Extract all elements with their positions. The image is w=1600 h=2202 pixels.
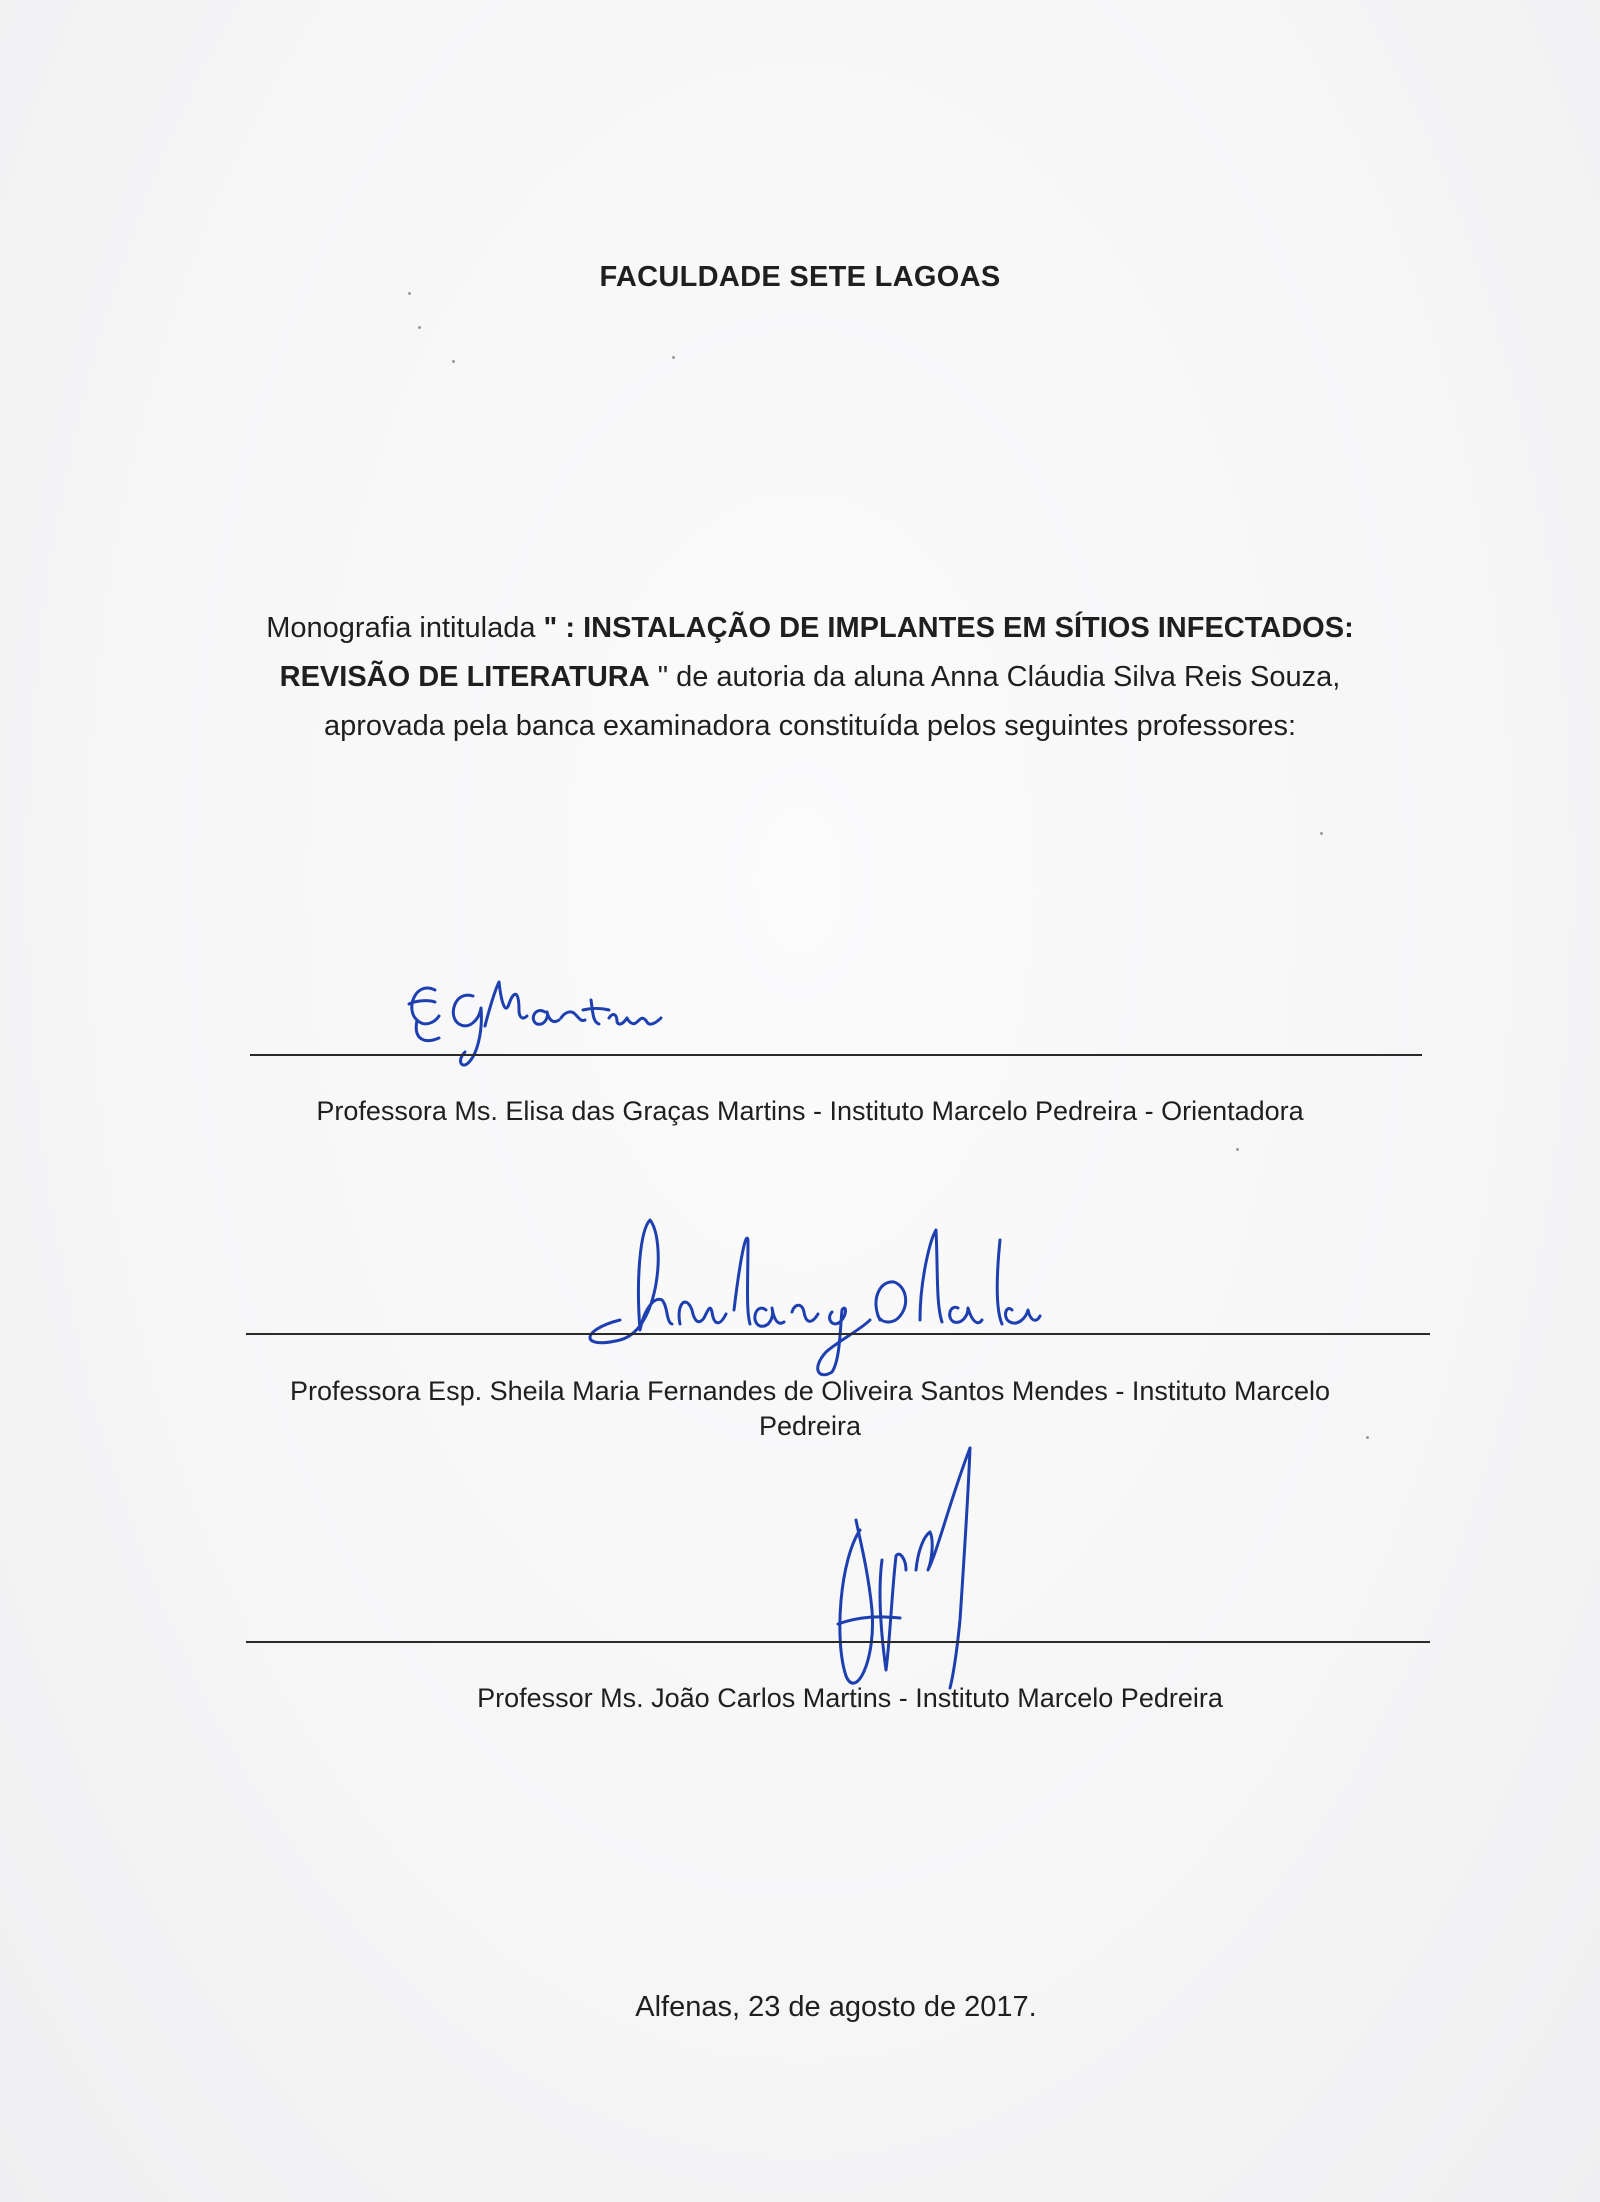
paper-speck (1236, 1148, 1239, 1151)
authorship-text: de autoria da aluna Anna Cláudia Silva Reis Souza, (668, 661, 1341, 693)
signatory-2-caption (220, 1374, 1400, 1444)
place-and-date (0, 1991, 1600, 2024)
signature-line-3 (246, 1641, 1430, 1643)
signatory-3-caption: Professor Ms. João Carlos Martins - Instituto Marcelo Pedreira (477, 1683, 1223, 1713)
signature-joao-martins (820, 1440, 1040, 1700)
quote-close: " (649, 661, 669, 693)
signatory-2-caption-line2: Pedreira (758, 1411, 862, 1441)
signatory-2-caption-line1: Professora Esp. Sheila Maria Fernandes de Oliveira Santos Mendes - Instituto Marcelo (290, 1376, 1330, 1406)
date-text: Alfenas, 23 de agosto de 2017. (635, 1991, 1037, 2023)
signatory-1-caption: Professora Ms. Elisa das Graças Martins - Instituto Marcelo Pedreira - Orientadora (316, 1096, 1304, 1126)
intro-prefix: Monografia intitulada (266, 612, 544, 644)
paper-speck (452, 360, 455, 363)
signature-elisa-martins (395, 960, 725, 1080)
institution-heading: FACULDADE SETE LAGOAS (599, 261, 1001, 293)
monograph-title-line2: REVISÃO DE LITERATURA (279, 661, 650, 693)
signature-line-1 (250, 1054, 1422, 1056)
monograph-title-line1: INSTALAÇÃO DE IMPLANTES EM SÍTIOS INFECTADOS: (583, 612, 1354, 644)
paper-speck (1320, 832, 1323, 835)
paper-speck (672, 356, 675, 359)
paper-speck (418, 326, 421, 329)
quote-open: " : (543, 612, 584, 644)
signature-line-2 (246, 1333, 1430, 1335)
monograph-statement (220, 604, 1400, 751)
signature-sheila-mendes (570, 1200, 1090, 1380)
approval-text: aprovada pela banca examinadora constituída pelos seguintes professores: (323, 710, 1297, 742)
